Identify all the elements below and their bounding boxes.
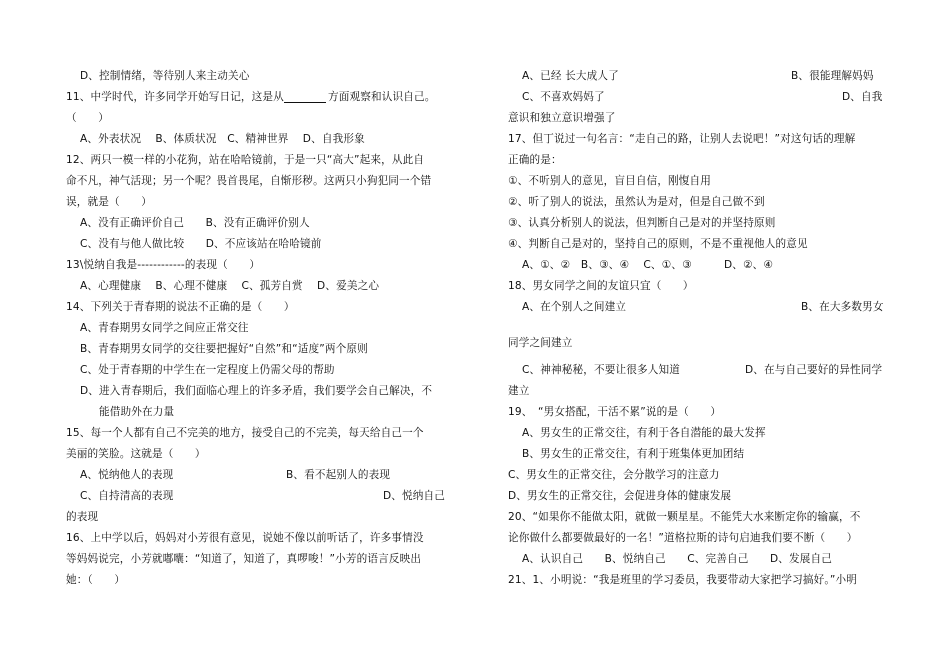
q13-stem: 13\悦纳自我是------------的表现（ ） [66,259,261,271]
q16-option-a: A、已经 长大成人了 [522,70,619,82]
q13-options: A、心理健康 B、心理不健康 C、孤芳自赏 D、爱美之心 [80,280,380,292]
q16-option-d-cont: 意识和独立意识增强了 [508,112,616,124]
q15-option-b: B、看不起别人的表现 [286,469,391,481]
q15-option-d-cont: 的表现 [66,511,99,523]
q18-option-b: B、在大多数男女 [801,301,884,313]
q21-stem-line1: 21、1、小明说：“我是班里的学习委员，我要带动大家把学习搞好。”小明 [508,574,857,586]
q11-answer-bracket: （ ） [66,112,109,124]
q19-option-d: D、男女生的正常交往，会促进身体的健康发展 [508,490,732,502]
q12-stem-line2: 命不凡，神气活现；另一个呢？畏首畏尾，自惭形秽。这两只小狗犯同一个错 [66,175,432,187]
q16-stem-line3: 她：（ ） [66,574,126,586]
q18-option-b-cont: 同学之间建立 [508,337,573,349]
q11-fill-blank [284,92,326,103]
q12-options-ab: A、没有正确评价自己 B、没有正确评价别人 [80,217,310,229]
q12-stem-line1: 12、两只一模一样的小花狗，站在哈哈镜前，于是一只“高大”起来，从此自 [66,154,425,166]
q14-stem: 14、下列关于青春期的说法不正确的是（ ） [66,301,295,313]
q11-stem-start: 11、中学时代，许多同学开始写日记，这是从 [66,91,284,103]
q12-stem-line3: 误，就是（ ） [66,196,152,208]
q18-option-d: D、在与自己要好的异性同学 [745,364,883,376]
q17-stem-line1: 17、但丁说过一句名言：“走自己的路，让别人去说吧！”对这句话的理解 [508,133,856,145]
q14-option-a: A、青春期男女同学之间应正常交往 [80,322,249,334]
q16-option-c: C、不喜欢妈妈了 [522,91,605,103]
q18-stem: 18、男女同学之间的友谊只宜（ ） [508,280,694,292]
q16-stem-line2: 等妈妈说完，小芳就嘟囔：“知道了，知道了，真啰唆！”小芳的语言反映出 [66,553,422,565]
q18-option-c: C、神神秘秘，不要让很多人知道 [522,364,680,376]
q19-option-a: A、男女生的正常交往，有利于各自潜能的最大发挥 [522,427,766,439]
q17-item-2: ②、听了别人的说法，虽然认为是对，但是自己做不到 [508,196,765,208]
q16-option-b: B、很能理解妈妈 [791,70,874,82]
q12-options-cd: C、没有与他人做比较 D、不应该站在哈哈镜前 [80,238,322,250]
q20-stem-line1: 20、“如果你不能做太阳，就做一颗星星。不能凭大水来断定你的输赢，不 [508,511,861,523]
q18-option-d-cont: 建立 [508,385,530,397]
q19-stem: 19、 “男女搭配，干活不累”说的是（ ） [508,406,722,418]
q15-stem-line2: 美丽的笑脸。这就是（ ） [66,448,206,460]
q14-option-c: C、处于青春期的中学生在一定程度上仍需父母的帮助 [80,364,335,376]
q16-option-d: D、自我 [842,91,883,103]
q15-option-d: D、悦纳自己 [383,490,446,502]
q14-option-d-line1: D、进入青春期后，我们面临心理上的许多矛盾，我们要学会自己解决，不 [80,385,433,397]
q11-stem-end: 方面观察和认识自己。 [328,91,436,103]
q17-item-1: ①、不听别人的意见，盲目自信，刚愎自用 [508,175,712,187]
q18-option-a: A、在个别人之间建立 [522,301,627,313]
q15-stem-line1: 15、每一个人都有自己不完美的地方，接受自己的不完美，每天给自己一个 [66,427,424,439]
q16-stem-line1: 16、上中学以后，妈妈对小芳很有意见，说她不像以前听话了，许多事情没 [66,532,424,544]
q11-options: A、外表状况 B、体质状况 C、精神世界 D、自我形象 [80,133,365,145]
q14-option-d-line2: 能借助外在力量 [99,406,175,418]
q17-stem-line2: 正确的是： [508,154,562,166]
q19-option-c: C、男女生的正常交往，会分散学习的注意力 [508,469,720,481]
q14-option-b: B、青春期男女同学的交往要把握好“自然”和“适度”两个原则 [80,343,368,355]
q15-option-c: C、自持清高的表现 [80,490,174,502]
q20-options: A、认识自己 B、悦纳自己 C、完善自己 D、发展自己 [522,553,833,565]
q20-stem-line2: 论你做什么都要做最好的一名！”道格拉斯的诗句启迪我们要不断（ ） [508,532,858,544]
q10-option-d: D、控制情绪，等待别人来主动关心 [80,70,250,82]
q17-options: A、①、② B、③、④ C、①、③ D、②、④ [522,259,774,271]
q15-option-a: A、悦纳他人的表现 [80,469,174,481]
q17-item-3: ③、认真分析别人的说法，但判断自己是对的并坚持原则 [508,217,776,229]
q19-option-b: B、男女生的正常交往，有利于班集体更加团结 [522,448,745,460]
q17-item-4: ④、判断自己是对的，坚持自己的原则，不是不重视他人的意见 [508,238,808,250]
